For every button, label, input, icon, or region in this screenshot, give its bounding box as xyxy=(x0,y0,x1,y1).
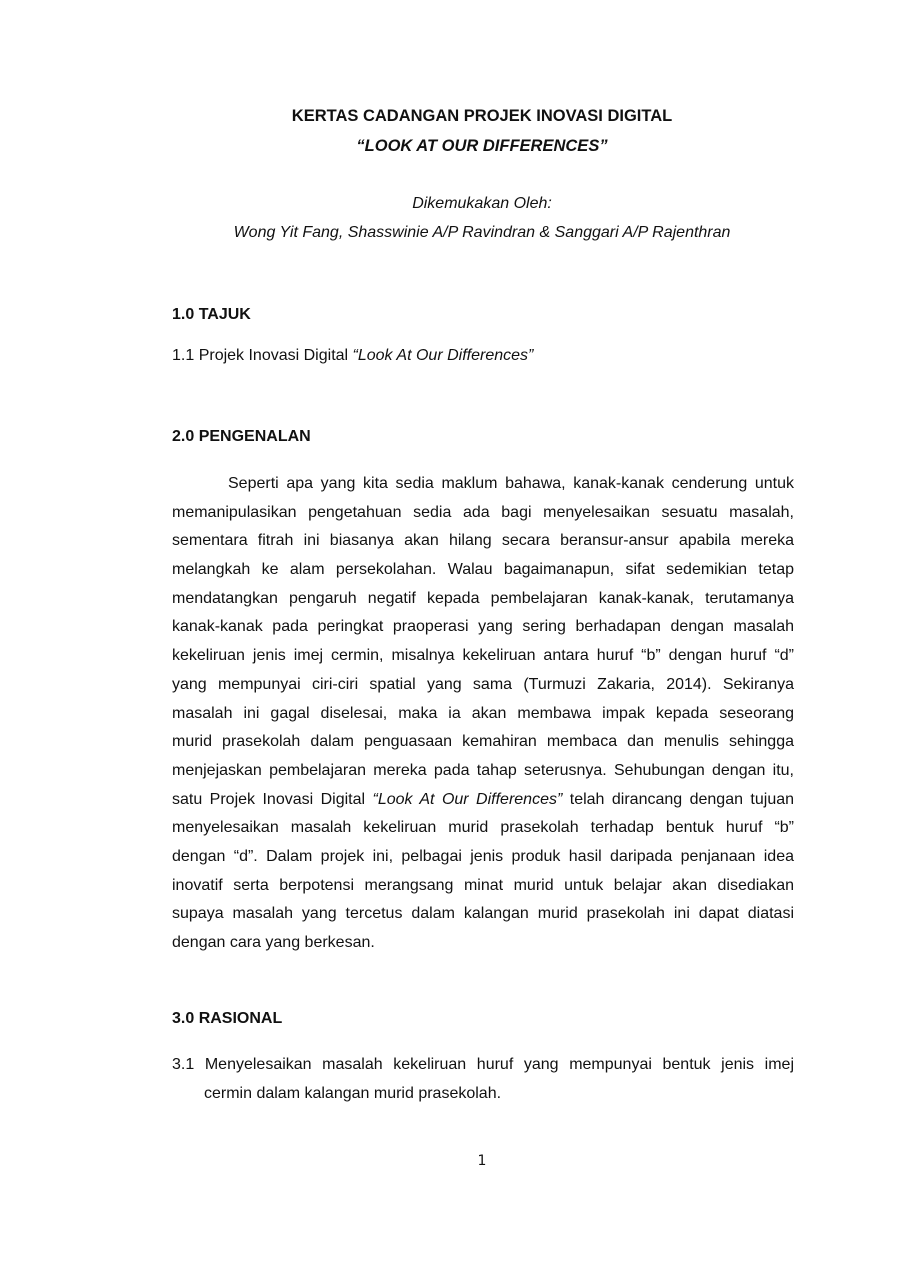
line-text: telah dirancang dengan tujuan xyxy=(562,790,795,808)
section-heading-tajuk: 1.0 TAJUK xyxy=(172,306,251,323)
paragraph-line-project xyxy=(172,786,794,815)
paragraph-line: dengan “d”. Dalam projek ini, pelbagai jenis produk hasil daripada penjanaan idea xyxy=(172,847,794,865)
pengenalan-paragraph xyxy=(172,470,794,958)
line-text: satu Projek Inovasi Digital xyxy=(172,790,373,808)
paragraph-line: melangkah ke alam persekolahan. Walau bagaimanapun, sifat sedemikian tetap xyxy=(172,561,794,579)
paragraph-line: mendatangkan pengaruh negatif kepada pembelajaran kanak-kanak, terutamanya xyxy=(172,589,794,607)
paragraph-line: masalah ini gagal diselesai, maka ia akan membawa impak kepada seseorang xyxy=(172,704,794,722)
paragraph-line: kekeliruan jenis imej cermin, misalnya kekeliruan antara huruf “b” dengan huruf “d” xyxy=(172,647,794,665)
paragraph-line: inovatif serta berpotensi merangsang minat murid untuk belajar akan disediakan xyxy=(172,876,794,894)
paragraph-line: kanak-kanak pada peringkat praoperasi yang sering berhadapan dengan masalah xyxy=(172,618,794,636)
section-heading-pengenalan: 2.0 PENGENALAN xyxy=(172,428,311,445)
paragraph-line: menjejaskan pembelajaran mereka pada tahap seterusnya. Sehubungan dengan itu, xyxy=(172,761,794,779)
page-number: 1 xyxy=(477,1153,487,1169)
paragraph-line: sementara fitrah ini biasanya akan hilang secara beransur-ansur apabila mereka xyxy=(172,532,794,550)
paragraph-line: dengan cara yang berkesan. xyxy=(172,934,375,951)
paragraph-line: yang mempunyai ciri-ciri spatial yang sama (Turmuzi Zakaria, 2014). Sekiranya xyxy=(172,675,794,693)
document-title: KERTAS CADANGAN PROJEK INOVASI DIGITAL xyxy=(291,107,673,125)
paragraph-line: murid prasekolah dalam penguasaan kemahiran membaca dan menulis sehingga xyxy=(172,733,794,751)
project-name-italic: “Look At Our Differences” xyxy=(372,790,563,808)
item-1-1-text: 1.1 Projek Inovasi Digital xyxy=(172,347,353,364)
paragraph-line: supaya masalah yang tercetus dalam kalangan murid prasekolah ini dapat diatasi xyxy=(172,905,794,923)
section-heading-rasional: 3.0 RASIONAL xyxy=(172,1010,283,1027)
item-3-1-line: cermin dalam kalangan murid prasekolah. xyxy=(204,1085,502,1102)
item-1-1-project-name: “Look At Our Differences” xyxy=(352,347,534,364)
item-1-1 xyxy=(172,347,794,365)
authors: Wong Yit Fang, Shasswinie A/P Ravindran & Sanggari A/P Rajenthran xyxy=(233,224,731,241)
item-3-1-line: 3.1 Menyelesaikan masalah kekeliruan huruf yang mempunyai bentuk jenis imej xyxy=(172,1056,794,1073)
paragraph-line: menyelesaikan masalah kekeliruan murid prasekolah terhadap bentuk huruf “b” xyxy=(172,819,794,837)
paragraph-line: memanipulasikan pengetahuan sedia ada bagi menyelesaikan sesuatu masalah, xyxy=(172,503,794,521)
item-3-1 xyxy=(172,1050,794,1108)
document-subtitle: “LOOK AT OUR DIFFERENCES” xyxy=(356,137,608,155)
paragraph-line: Seperti apa yang kita sedia maklum bahawa, kanak-kanak cenderung untuk xyxy=(228,475,794,492)
presented-by-label: Dikemukakan Oleh: xyxy=(412,195,552,212)
